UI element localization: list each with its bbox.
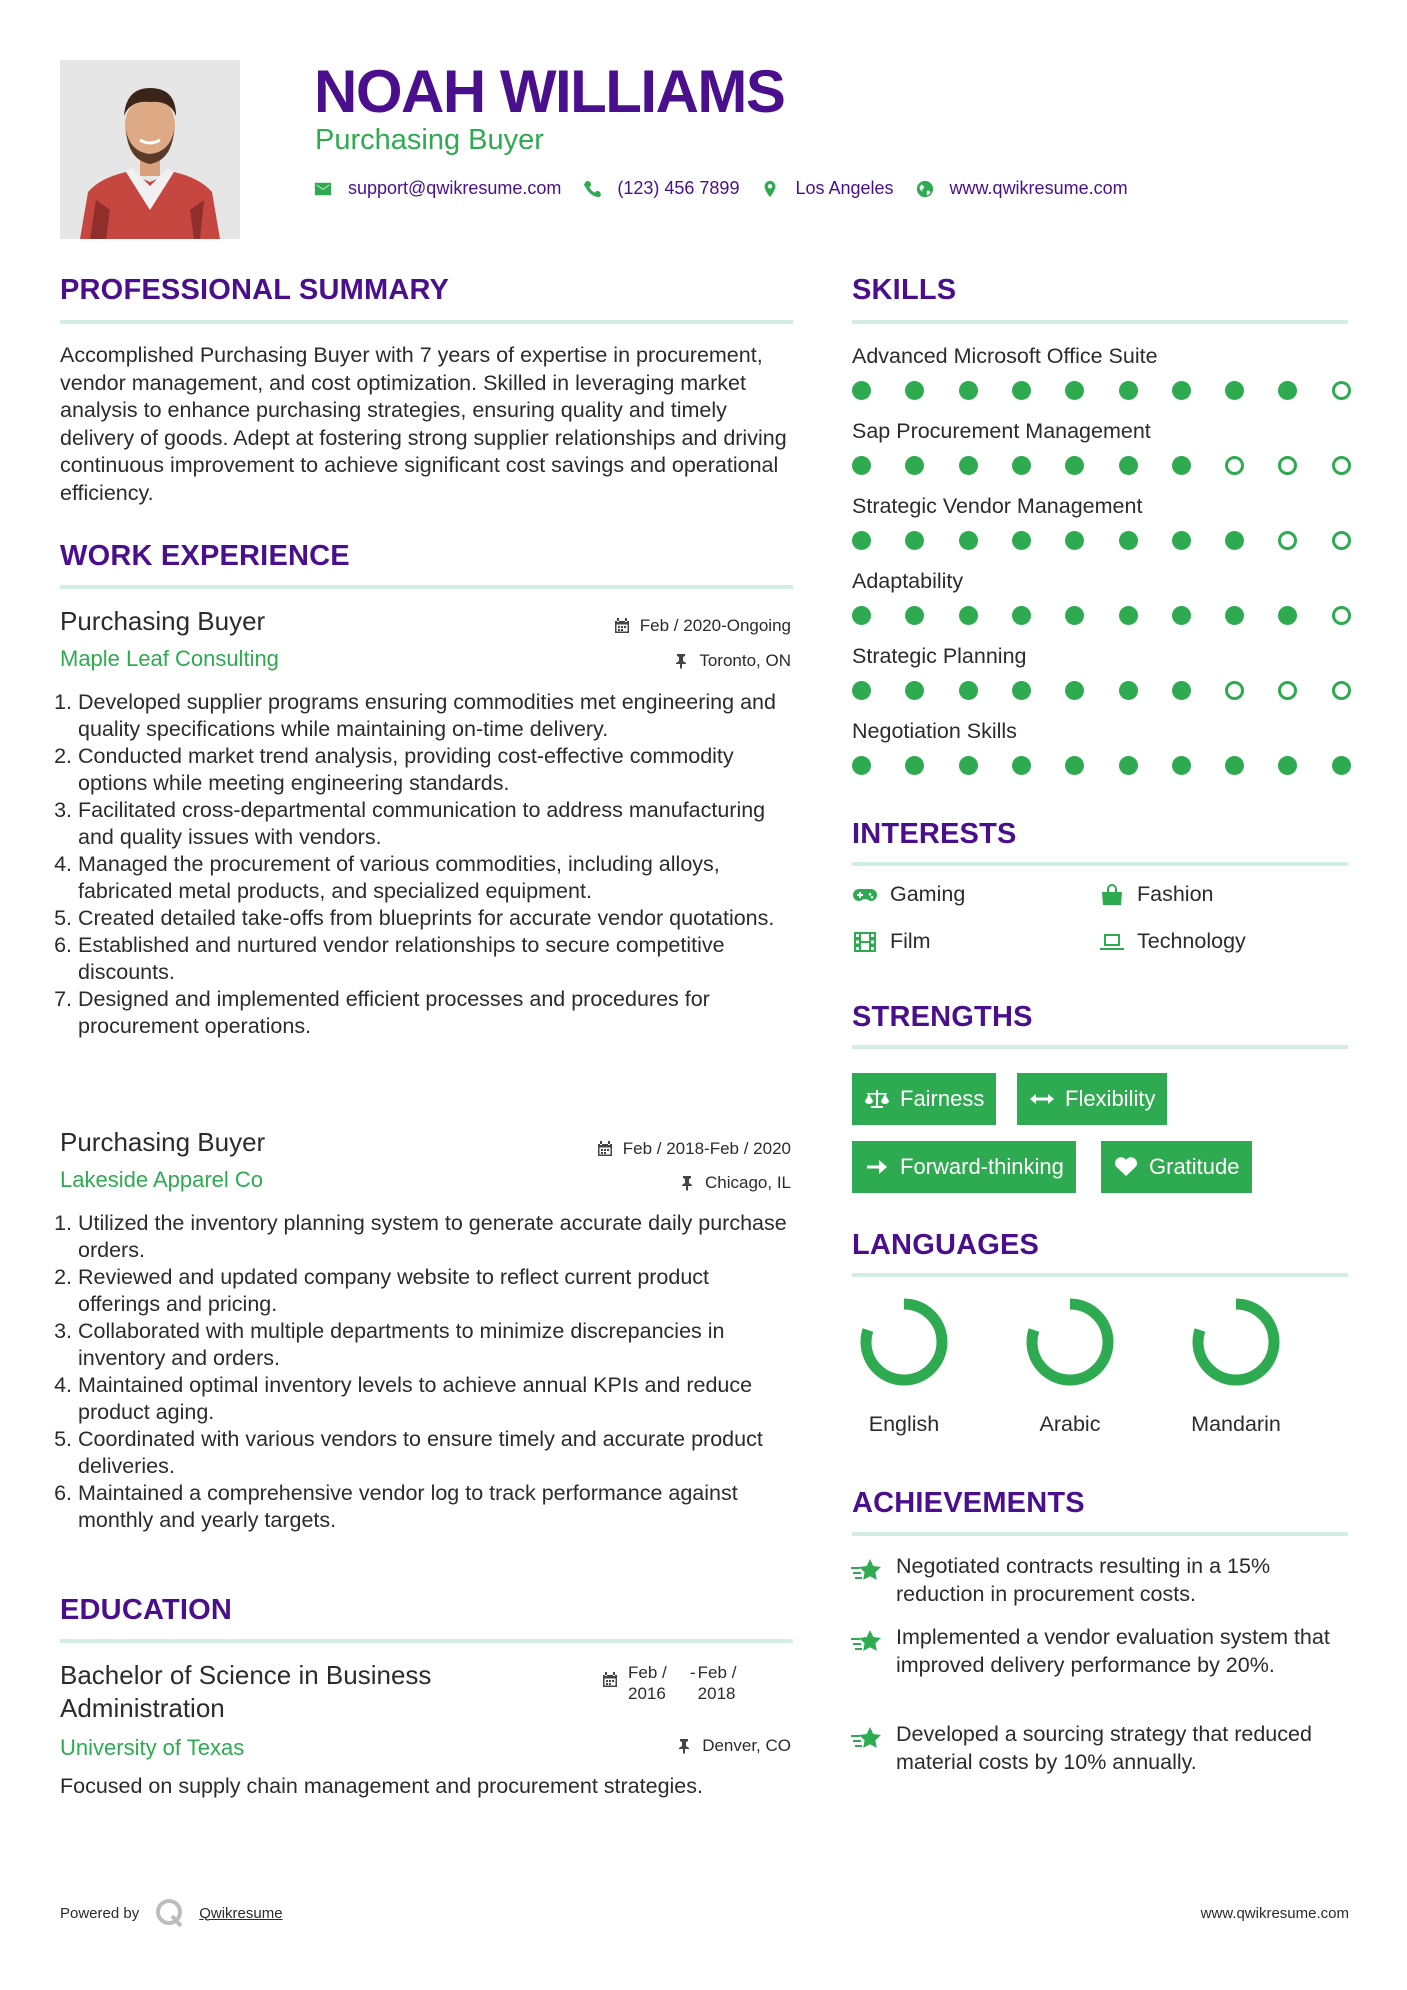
rating-dot-empty — [1332, 381, 1351, 400]
candidate-title: Purchasing Buyer — [315, 124, 544, 156]
rating-dot-filled — [1225, 531, 1244, 550]
list-item: 4. Maintained optimal inventory levels to achieve annual KPIs and reduce product aging. — [78, 1372, 795, 1426]
achievement-text: Implemented a vendor evaluation system that improved delivery performance by 20%. — [896, 1625, 1330, 1677]
rating-dot-filled — [959, 531, 978, 550]
strengths-rule — [852, 1045, 1348, 1049]
contact-bar — [314, 178, 1150, 199]
job-duties-list — [60, 1210, 795, 1534]
skill-label: Negotiation Skills — [852, 719, 1017, 743]
rating-dot-filled — [1119, 681, 1138, 700]
rating-dot-filled — [1225, 756, 1244, 775]
list-item: 6. Established and nurtured vendor relationships to secure competitive discounts. — [78, 932, 795, 986]
pushpin-icon — [673, 653, 689, 669]
rating-dot-filled — [852, 531, 871, 550]
achievement-text: Developed a sourcing strategy that reduced material costs by 10% annually. — [896, 1722, 1312, 1774]
rating-dot-filled — [852, 381, 871, 400]
pushpin-icon — [676, 1738, 692, 1754]
rating-dot-filled — [905, 381, 924, 400]
rating-dot-filled — [959, 606, 978, 625]
list-item: 5. Created detailed take-offs from blueprints for accurate vendor quotations. — [78, 905, 795, 932]
rating-dot-filled — [1119, 756, 1138, 775]
rating-dot-filled — [1065, 606, 1084, 625]
rating-dot-filled — [1119, 606, 1138, 625]
rating-dot-empty — [1278, 531, 1297, 550]
language-level-arc — [866, 1304, 942, 1380]
experience-heading: WORK EXPERIENCE — [60, 540, 350, 572]
strength-badge-forward-thinking: Forward-thinking — [852, 1141, 1076, 1193]
education-rule — [60, 1639, 793, 1643]
rating-dot-filled — [1119, 456, 1138, 475]
interests-rule — [852, 862, 1348, 866]
interest-film: Film — [852, 929, 931, 954]
languages-heading: LANGUAGES — [852, 1229, 1040, 1261]
skill-rating — [852, 381, 1350, 401]
footer-website[interactable]: www.qwikresume.com — [1200, 1905, 1349, 1922]
arrow-right-icon — [864, 1156, 890, 1178]
languages-rule — [852, 1273, 1348, 1277]
rating-dot-empty — [1332, 681, 1351, 700]
language-level-arc — [1198, 1304, 1274, 1380]
strength-badge-fairness: Fairness — [852, 1073, 996, 1125]
star-icon — [850, 1629, 884, 1657]
film-icon — [852, 931, 878, 953]
rating-dot-filled — [1332, 756, 1351, 775]
job-dates: Feb / 2018-Feb / 2020 — [597, 1139, 791, 1159]
footer-powered-by — [60, 1898, 283, 1928]
laptop-icon — [1099, 931, 1125, 953]
rating-dot-filled — [1012, 381, 1031, 400]
skills-rule — [852, 320, 1348, 324]
rating-dot-filled — [852, 756, 871, 775]
rating-dot-filled — [959, 456, 978, 475]
map-marker-icon — [761, 180, 779, 198]
rating-dot-filled — [1012, 756, 1031, 775]
rating-dot-filled — [1278, 606, 1297, 625]
rating-dot-filled — [1065, 756, 1084, 775]
rating-dot-empty — [1225, 456, 1244, 475]
phone-icon — [583, 180, 601, 198]
calendar-icon — [602, 1672, 618, 1688]
rating-dot-filled — [905, 681, 924, 700]
job-location: Toronto, ON — [673, 651, 791, 671]
rating-dot-filled — [1172, 606, 1191, 625]
education-location: Denver, CO — [676, 1736, 791, 1756]
list-item: 2. Reviewed and updated company website to reflect current product offerings and pricing. — [78, 1264, 795, 1318]
list-item: 2. Conducted market trend analysis, providing cost-effective commodity options while meeting engineering standards. — [78, 743, 795, 797]
language-label: Arabic — [1039, 1412, 1101, 1436]
profile-photo — [60, 60, 240, 239]
list-item: 1. Utilized the inventory planning system to generate accurate daily purchase orders. — [78, 1210, 795, 1264]
skill-rating — [852, 606, 1350, 626]
phone-text: (123) 456 7899 — [617, 178, 740, 198]
rating-dot-filled — [1172, 381, 1191, 400]
education-description: Focused on supply chain management and procurement strategies. — [60, 1774, 703, 1798]
star-icon — [850, 1726, 884, 1754]
achievement-text: Negotiated contracts resulting in a 15% reduction in procurement costs. — [896, 1554, 1271, 1606]
rating-dot-filled — [1012, 606, 1031, 625]
rating-dot-filled — [1012, 531, 1031, 550]
job-title: Purchasing Buyer — [60, 606, 266, 636]
rating-dot-filled — [905, 456, 924, 475]
skill-label: Sap Procurement Management — [852, 419, 1151, 443]
contact-location — [761, 178, 893, 199]
envelope-icon — [314, 180, 332, 198]
website-text: www.qwikresume.com — [949, 178, 1128, 198]
interest-fashion: Fashion — [1099, 882, 1214, 907]
strength-badge-flexibility: Flexibility — [1017, 1073, 1167, 1125]
skill-rating — [852, 531, 1350, 551]
rating-dot-filled — [852, 681, 871, 700]
rating-dot-empty — [1225, 681, 1244, 700]
star-icon — [850, 1558, 884, 1586]
job-location: Chicago, IL — [679, 1173, 791, 1193]
skill-label: Strategic Planning — [852, 644, 1027, 668]
globe-icon — [916, 180, 934, 198]
brand-link[interactable]: Qwikresume — [199, 1904, 283, 1922]
interests-heading: INTERESTS — [852, 818, 1017, 850]
rating-dot-filled — [1065, 381, 1084, 400]
rating-dot-filled — [1065, 531, 1084, 550]
skill-label: Advanced Microsoft Office Suite — [852, 344, 1158, 368]
summary-rule — [60, 320, 793, 324]
rating-dot-filled — [1172, 681, 1191, 700]
language-level-ring — [1022, 1294, 1118, 1390]
contact-phone[interactable] — [583, 178, 739, 199]
summary-heading: PROFESSIONAL SUMMARY — [60, 274, 450, 306]
rating-dot-filled — [1172, 531, 1191, 550]
rating-dot-filled — [1065, 456, 1084, 475]
rating-dot-filled — [959, 681, 978, 700]
education-dates — [602, 1662, 758, 1704]
rating-dot-filled — [905, 756, 924, 775]
rating-dot-filled — [1012, 456, 1031, 475]
rating-dot-filled — [852, 606, 871, 625]
calendar-icon — [614, 618, 630, 634]
calendar-icon — [597, 1141, 613, 1157]
rating-dot-filled — [1119, 531, 1138, 550]
interest-gaming: Gaming — [852, 882, 965, 907]
rating-dot-filled — [1119, 381, 1138, 400]
email-text: support@qwikresume.com — [348, 178, 562, 198]
rating-dot-filled — [905, 531, 924, 550]
language-level-ring — [1188, 1294, 1284, 1390]
heart-icon — [1113, 1156, 1139, 1178]
strengths-heading: STRENGTHS — [852, 1001, 1033, 1033]
list-item: 3. Collaborated with multiple departments to minimize discrepancies in inventory and orders. — [78, 1318, 795, 1372]
arrows-horizontal-icon — [1029, 1088, 1055, 1110]
job-company: Lakeside Apparel Co — [60, 1167, 264, 1192]
achievements-rule — [852, 1532, 1348, 1536]
job-title: Purchasing Buyer — [60, 1127, 266, 1157]
achievements-heading: ACHIEVEMENTS — [852, 1487, 1085, 1519]
skills-heading: SKILLS — [852, 274, 957, 306]
pushpin-icon — [679, 1175, 695, 1191]
rating-dot-filled — [1012, 681, 1031, 700]
candidate-name: NOAH WILLIAMS — [314, 58, 785, 125]
summary-text: Accomplished Purchasing Buyer with 7 years of expertise in procurement, vendor management, and cost optimization. Skilled in leveraging market analysis to enhance purchasing strategies, ensuring quality and timely delivery of goods. Adept at fostering strong supplier relationships and driving continuous improvement to achieve significant cost savings and operational efficiency. — [60, 343, 787, 505]
rating-dot-filled — [1225, 381, 1244, 400]
school-name: University of Texas — [60, 1735, 245, 1760]
job-company: Maple Leaf Consulting — [60, 646, 279, 671]
list-item: 6. Maintained a comprehensive vendor log to track performance against monthly and yearly targets. — [78, 1480, 795, 1534]
education-heading: EDUCATION — [60, 1594, 233, 1626]
experience-rule — [60, 585, 793, 589]
list-item: 1. Developed supplier programs ensuring commodities met engineering and quality specifications while maintaining on-time delivery. — [78, 689, 795, 743]
job-dates: Feb / 2020-Ongoing — [614, 616, 791, 636]
rating-dot-empty — [1332, 456, 1351, 475]
rating-dot-filled — [1065, 681, 1084, 700]
list-item: 4. Managed the procurement of various commodities, including alloys, fabricated metal products, and specialized equipment. — [78, 851, 795, 905]
rating-dot-filled — [1172, 756, 1191, 775]
rating-dot-filled — [1225, 606, 1244, 625]
rating-dot-empty — [1278, 456, 1297, 475]
rating-dot-filled — [852, 456, 871, 475]
location-text: Los Angeles — [795, 178, 894, 198]
language-label: English — [868, 1412, 940, 1436]
rating-dot-empty — [1278, 681, 1297, 700]
powered-by-text: Powered by — [60, 1904, 140, 1922]
gamepad-icon — [852, 884, 878, 906]
qwikresume-logo-icon — [155, 1898, 185, 1928]
rating-dot-filled — [1172, 456, 1191, 475]
date-separator: - — [690, 1663, 696, 1682]
rating-dot-empty — [1332, 606, 1351, 625]
balance-scale-icon — [864, 1088, 890, 1110]
list-item: 5. Coordinated with various vendors to ensure timely and accurate product deliveries. — [78, 1426, 795, 1480]
skill-rating — [852, 456, 1350, 476]
education-start: Feb / 2016 — [628, 1663, 667, 1703]
interest-technology: Technology — [1099, 929, 1246, 954]
shopping-bag-icon — [1099, 884, 1125, 906]
rating-dot-filled — [1278, 381, 1297, 400]
degree-title: Bachelor of Science in Business Administration — [60, 1660, 432, 1723]
language-label: Mandarin — [1191, 1412, 1281, 1436]
contact-email[interactable] — [314, 178, 561, 199]
rating-dot-filled — [905, 606, 924, 625]
list-item: 3. Facilitated cross-departmental communication to address manufacturing and quality issues with vendors. — [78, 797, 795, 851]
skill-label: Strategic Vendor Management — [852, 494, 1143, 518]
job-duties-list — [60, 689, 795, 1040]
rating-dot-filled — [959, 381, 978, 400]
contact-website[interactable] — [916, 178, 1128, 199]
list-item: 7. Designed and implemented efficient processes and procedures for procurement operations. — [78, 986, 795, 1040]
rating-dot-filled — [1278, 756, 1297, 775]
rating-dot-filled — [959, 756, 978, 775]
education-end: Feb / 2018 — [697, 1663, 737, 1703]
language-level-ring — [856, 1294, 952, 1390]
skill-rating — [852, 681, 1350, 701]
strength-badge-gratitude: Gratitude — [1101, 1141, 1252, 1193]
language-level-arc — [1032, 1304, 1108, 1380]
skill-rating — [852, 756, 1350, 776]
rating-dot-empty — [1332, 531, 1351, 550]
skill-label: Adaptability — [852, 569, 964, 593]
